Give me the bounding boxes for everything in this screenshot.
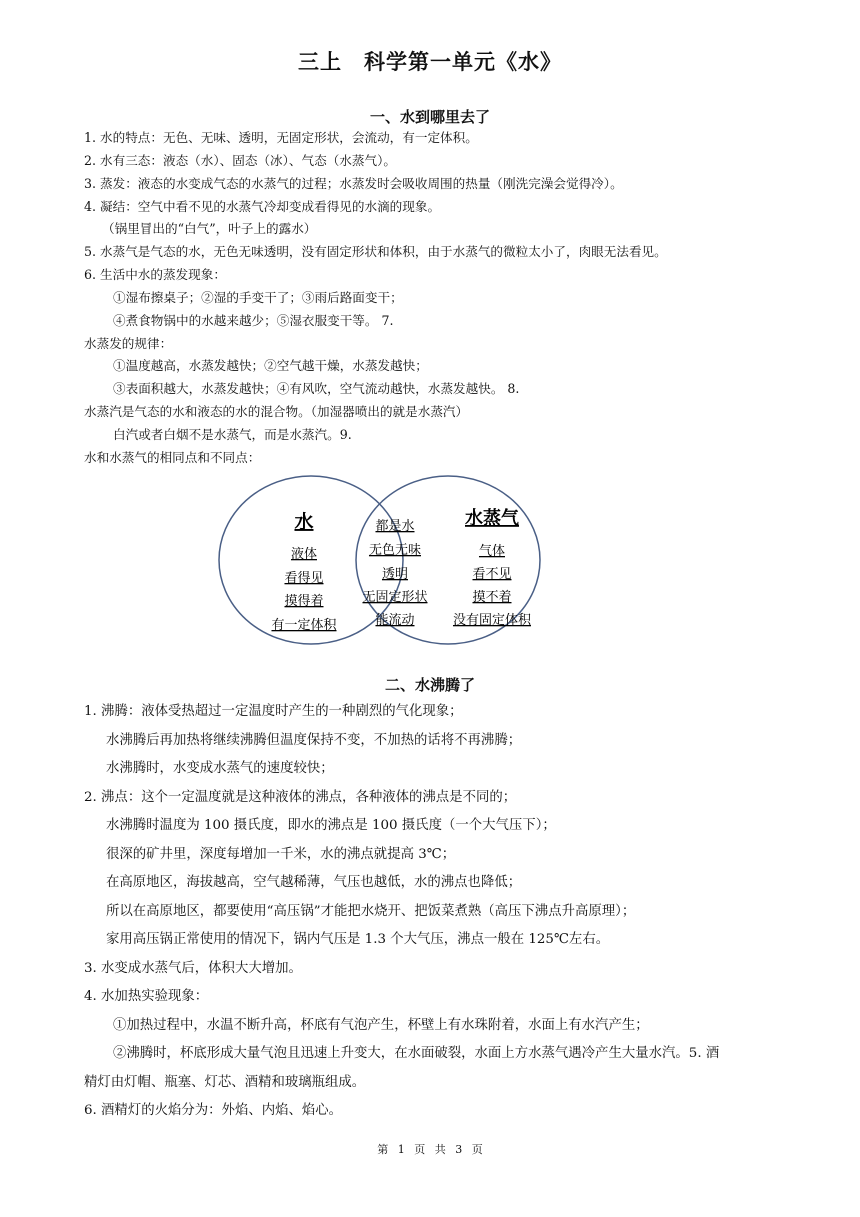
text-line: 白汽或者白烟不是水蒸气，而是水蒸汽。9. [113, 427, 352, 442]
venn-middle-item: 无固定形状 [362, 590, 428, 605]
text-line: 很深的矿井里，深度每增加一千米，水的沸点就提高 3℃； [106, 847, 456, 862]
text-line: 6. 酒精灯的火焰分为：外焰、内焰、焰心。 [84, 1103, 343, 1118]
text-line: 4. 水加热实验现象： [84, 989, 209, 1004]
text-line: 水沸腾后再加热将继续沸腾但温度保持不变，不加热的话将不再沸腾； [106, 733, 522, 748]
text-line: 水沸腾时温度为 100 摄氏度，即水的沸点是 100 摄氏度（一个大气压下）； [106, 818, 556, 833]
text-line: 2. 水有三态：液态（水）、固态（冰）、气态（水蒸气）。 [84, 153, 396, 168]
section-heading-water-where: 一、水到哪里去了 [369, 108, 490, 126]
text-line: ①温度越高，水蒸发越快；②空气越干燥，水蒸发越快； [113, 358, 428, 373]
venn-left-item: 看得见 [284, 571, 324, 586]
text-line: ②沸腾时，杯底形成大量气泡且迅速上升变大，在水面破裂，水面上方水蒸气遇冷产生大量水汽。5. 酒 [113, 1046, 720, 1061]
text-line: 水蒸发的规律： [84, 336, 173, 351]
text-line: 在高原地区，海拔越高，空气越稀薄，气压也越低，水的沸点也降低； [106, 875, 522, 890]
venn-right-item: 摸不着 [472, 590, 512, 605]
document-title: 三上 科学第一单元《水》 [298, 50, 562, 74]
text-line: 3. 蒸发：液态的水变成气态的水蒸气的过程；水蒸发时会吸收周围的热量（刚洗完澡会觉得冷）。 [84, 176, 623, 191]
section-heading-water-boiling: 二、水沸腾了 [384, 676, 475, 694]
text-line: ④煮食物锅中的水越来越少；⑤湿衣服变干等。 7. [113, 313, 394, 328]
venn-right-item: 没有固定体积 [452, 613, 532, 628]
text-line: 水蒸汽是气态的水和液态的水的混合物。（加湿器喷出的就是水蒸汽） [84, 404, 469, 419]
venn-left-item: 液体 [290, 547, 318, 562]
text-line: 水沸腾时，水变成水蒸气的速度较快； [106, 761, 334, 776]
text-line: 水和水蒸气的相同点和不同点： [84, 450, 261, 465]
venn-left-item: 摸得着 [284, 594, 324, 609]
page-footer: 第 1 页 共 3 页 [377, 1143, 483, 1156]
venn-middle-item: 都是水 [375, 519, 415, 534]
text-line: ①湿布擦桌子；②湿的手变干了；③雨后路面变干； [113, 290, 403, 305]
text-line: 4. 凝结：空气中看不见的水蒸气冷却变成看得见的水滴的现象。 [84, 199, 441, 214]
text-line: 6. 生活中水的蒸发现象： [84, 267, 226, 282]
venn-left-item: 有一定体积 [271, 618, 337, 633]
venn-middle-item: 无色无味 [368, 543, 422, 558]
text-line: 2. 沸点：这个一定温度就是这种液体的沸点，各种液体的沸点是不同的； [84, 790, 517, 805]
venn-diagram [216, 470, 546, 652]
venn-middle-item: 透明 [381, 567, 409, 582]
text-line: ③表面积越大，水蒸发越快；④有风吹，空气流动越快，水蒸发越快。 8. [113, 381, 520, 396]
venn-middle-item: 能流动 [375, 613, 415, 628]
venn-right-item: 气体 [478, 544, 506, 559]
text-line: 5. 水蒸气是气态的水，无色无味透明，没有固定形状和体积，由于水蒸气的微粒太小了，肉眼无法看见。 [84, 244, 667, 259]
venn-right-item: 看不见 [472, 567, 512, 582]
text-line: （锅里冒出的“白气”，叶子上的露水） [102, 221, 317, 236]
text-line: 1. 水的特点：无色、无味、透明，无固定形状，会流动，有一定体积。 [84, 130, 478, 145]
venn-left-title: 水 [294, 511, 314, 533]
text-line: 3. 水变成水蒸气后，体积大大增加。 [84, 961, 302, 976]
text-line: ①加热过程中，水温不断升高，杯底有气泡产生，杯壁上有水珠附着，水面上有水汽产生； [113, 1018, 649, 1033]
text-line: 精灯由灯帽、瓶塞、灯芯、酒精和玻璃瓶组成。 [84, 1075, 366, 1090]
text-line: 1. 沸腾：液体受热超过一定温度时产生的一种剧烈的气化现象； [84, 704, 463, 719]
venn-right-title: 水蒸气 [465, 508, 519, 529]
text-line: 所以在高原地区，都要使用“高压锅”才能把水烧开、把饭菜煮熟（高压下沸点升高原理）； [106, 904, 636, 919]
text-line: 家用高压锅正常使用的情况下，锅内气压是 1.3 个大气压，沸点一般在 125℃左右。 [106, 932, 610, 947]
